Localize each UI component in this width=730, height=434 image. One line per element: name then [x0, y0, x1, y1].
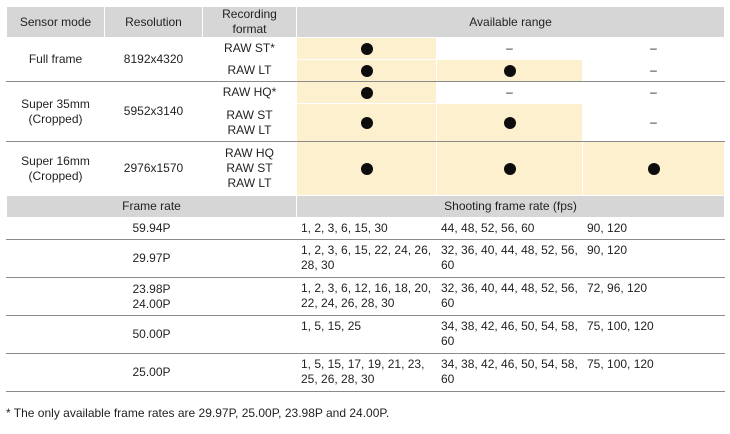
shooting-rates-col3: 75, 100, 120: [583, 316, 725, 354]
shooting-rates-col2: 34, 38, 42, 46, 50, 54, 58, 60: [437, 354, 583, 392]
dot-mark: [648, 163, 660, 175]
sensor-super35-line2: (Cropped): [28, 111, 83, 126]
format-raw-hq-star: RAW HQ*: [203, 82, 297, 104]
frame-rate-row: [7, 218, 725, 240]
frame-rate-row: [7, 278, 725, 316]
dot-mark: [504, 117, 516, 129]
frame-rate-value-line1: 23.98P: [132, 281, 171, 296]
header-shooting-frame-rate: Shooting frame rate (fps): [297, 196, 725, 218]
resolution-full-frame: 8192x4320: [105, 38, 203, 82]
frame-rate-value: 50.00P: [7, 316, 297, 354]
dot-mark: [361, 65, 373, 77]
range-cell: –: [583, 38, 725, 60]
sensor-super16: [7, 142, 105, 196]
dot-mark: [504, 163, 516, 175]
format-raw-st: RAW ST: [226, 161, 273, 175]
shooting-rates-col1: 1, 5, 15, 25: [297, 316, 437, 354]
format-raw-st-star: RAW ST*: [203, 38, 297, 60]
range-cell: [297, 38, 437, 60]
range-cell: [437, 60, 583, 82]
range-cell: –: [583, 104, 725, 142]
header-row: [7, 7, 725, 38]
header-frame-rate: Frame rate: [7, 196, 297, 218]
dot-mark: [361, 163, 373, 175]
header-available-range: Available range: [297, 7, 725, 38]
shooting-rates-col1: 1, 2, 3, 6, 15, 30: [297, 218, 437, 240]
range-cell: –: [437, 38, 583, 60]
shooting-rates-col2: 32, 36, 40, 44, 48, 52, 56, 60: [437, 278, 583, 316]
format-raw-lt: RAW LT: [227, 176, 272, 190]
format-raw-hq-st-lt: [203, 142, 297, 196]
header-resolution: Resolution: [105, 7, 203, 38]
range-cell: [297, 60, 437, 82]
footnote: * The only available frame rates are 29.97P, 25.00P, 23.98P and 24.00P.: [6, 406, 390, 420]
resolution-super35: 5952x3140: [105, 82, 203, 142]
frame-rate-value: [7, 278, 297, 316]
shooting-rates-col1: 1, 5, 15, 17, 19, 21, 23, 25, 26, 28, 30: [297, 354, 437, 392]
shooting-rates-col3: 90, 120: [583, 240, 725, 278]
sensor-super35-line1: Super 35mm: [21, 96, 90, 111]
range-cell: [437, 104, 583, 142]
range-cell: –: [437, 82, 583, 104]
format-raw-lt: RAW LT: [227, 122, 272, 137]
shooting-rates-col3: 90, 120: [583, 218, 725, 240]
frame-rate-value: 29.97P: [7, 240, 297, 278]
range-cell: [297, 104, 437, 142]
super16-row: [7, 142, 725, 196]
format-raw-st: RAW ST: [226, 107, 273, 122]
resolution-super16: 2976x1570: [105, 142, 203, 196]
spec-table: [6, 6, 725, 392]
sensor-full-frame: Full frame: [7, 38, 105, 82]
shooting-rates-col3: 75, 100, 120: [583, 354, 725, 392]
dot-mark: [361, 43, 373, 55]
range-cell: –: [583, 60, 725, 82]
dot-mark: [361, 87, 373, 99]
full-frame-row-1: [7, 38, 725, 60]
dot-mark: [361, 117, 373, 129]
header-sensor-mode: Sensor mode: [7, 7, 105, 38]
sensor-super16-line1: Super 16mm: [21, 153, 90, 168]
shooting-rates-col2: 44, 48, 52, 56, 60: [437, 218, 583, 240]
frame-rate-row: [7, 316, 725, 354]
sensor-super16-line2: (Cropped): [28, 168, 83, 183]
format-raw-st-lt: [203, 104, 297, 142]
shooting-rates-col2: 32, 36, 40, 44, 48, 52, 56, 60: [437, 240, 583, 278]
format-raw-lt: RAW LT: [203, 60, 297, 82]
frame-rate-value-line2: 24.00P: [132, 296, 171, 311]
shooting-rates-col1: 1, 2, 3, 6, 15, 22, 24, 26, 28, 30: [297, 240, 437, 278]
frame-rate-header-row: [7, 196, 725, 218]
shooting-rates-col3: 72, 96, 120: [583, 278, 725, 316]
sensor-super35: [7, 82, 105, 142]
dot-mark: [504, 65, 516, 77]
frame-rate-row: [7, 240, 725, 278]
frame-rate-row: [7, 354, 725, 392]
range-cell: –: [583, 82, 725, 104]
frame-rate-value: 25.00P: [7, 354, 297, 392]
range-cell: [297, 82, 437, 104]
shooting-rates-col1: 1, 2, 3, 6, 12, 16, 18, 20, 22, 24, 26, 28, 30: [297, 278, 437, 316]
format-raw-hq: RAW HQ: [225, 146, 274, 160]
frame-rate-value: 59.94P: [7, 218, 297, 240]
range-cell: [583, 142, 725, 196]
range-cell: [297, 142, 437, 196]
shooting-rates-col2: 34, 38, 42, 46, 50, 54, 58, 60: [437, 316, 583, 354]
super35-row-1: [7, 82, 725, 104]
range-cell: [437, 142, 583, 196]
header-recording-format: Recording format: [203, 7, 297, 38]
